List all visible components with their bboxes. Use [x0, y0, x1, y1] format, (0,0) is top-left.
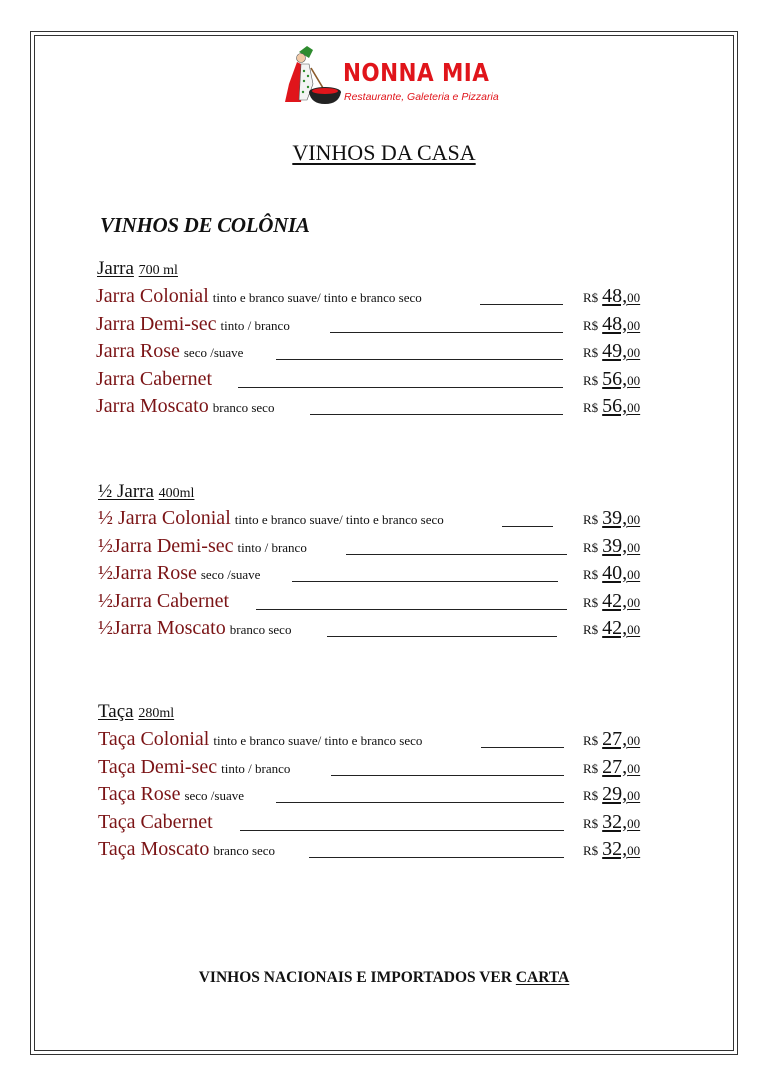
price-currency: R$ — [583, 594, 599, 610]
leader-line — [481, 747, 564, 748]
item-name: ½Jarra Moscato — [98, 617, 226, 639]
price-integer: 40, — [602, 562, 628, 584]
menu-item-row — [0, 589, 768, 615]
section-heading-size: 280ml — [138, 706, 175, 721]
item-price — [583, 590, 640, 613]
price-cents: 00 — [627, 345, 641, 360]
item-name: Jarra Demi-sec — [96, 312, 217, 335]
price-integer: 56, — [602, 367, 628, 390]
footer-text: VINHOS NACIONAIS E IMPORTADOS VER — [198, 969, 512, 986]
menu-item-row — [0, 394, 768, 420]
price-integer: 39, — [602, 507, 628, 529]
item-price — [583, 395, 640, 418]
item-price — [583, 811, 640, 834]
item-description: tinto e branco suave/ tinto e branco seco — [212, 290, 422, 305]
price-cents: 00 — [627, 788, 641, 803]
price-integer: 42, — [602, 617, 628, 639]
section-subtitle: VINHOS DE COLÔNIA — [100, 213, 310, 237]
price-integer: 32, — [602, 810, 628, 833]
leader-line — [238, 387, 563, 388]
menu-item — [96, 313, 290, 336]
leader-line — [480, 304, 563, 305]
leader-line — [309, 857, 564, 858]
menu-item — [98, 838, 275, 861]
item-description: tinto e branco suave/ tinto e branco seco — [213, 733, 423, 748]
item-name: Taça Colonial — [98, 728, 210, 750]
item-description: seco /suave — [184, 788, 245, 803]
price-cents: 00 — [627, 512, 641, 527]
menu-item-row — [0, 312, 768, 338]
price-currency: R$ — [583, 622, 599, 637]
leader-line — [240, 830, 564, 831]
item-price — [583, 617, 640, 640]
menu-item-row — [0, 534, 768, 560]
item-price — [583, 368, 640, 391]
leader-line — [256, 609, 567, 610]
item-description: seco /suave — [200, 567, 261, 582]
menu-item — [98, 507, 444, 530]
price-cents: 00 — [627, 815, 641, 831]
price-integer: 56, — [602, 395, 628, 417]
item-name: Jarra Moscato — [96, 395, 209, 417]
menu-item-row — [0, 810, 768, 836]
carta-link[interactable]: CARTA — [515, 969, 570, 986]
section-heading-name: ½ Jarra — [98, 481, 154, 502]
section-heading — [98, 701, 174, 723]
price-cents: 00 — [627, 567, 641, 582]
price-currency: R$ — [583, 843, 599, 858]
logo-subtitle: Restaurante, Galeteria e Pizzaria — [344, 91, 499, 103]
price-currency: R$ — [583, 539, 599, 555]
item-name: ½Jarra Demi-sec — [98, 534, 234, 557]
item-name: Taça Rose — [98, 783, 181, 805]
price-currency: R$ — [583, 788, 599, 803]
page-title: VINHOS DA CASA — [292, 140, 476, 165]
item-price — [583, 507, 640, 530]
menu-item — [98, 756, 290, 779]
price-integer: 39, — [602, 534, 628, 557]
price-integer: 49, — [602, 340, 628, 362]
item-name: Jarra Rose — [96, 340, 180, 362]
menu-item-row — [0, 561, 768, 587]
price-currency: R$ — [583, 345, 599, 360]
restaurant-logo — [283, 44, 503, 108]
menu-item — [98, 728, 422, 751]
price-cents: 00 — [627, 760, 641, 776]
leader-line — [346, 554, 567, 555]
menu-item-row — [0, 837, 768, 863]
item-name: ½ Jarra Colonial — [98, 507, 231, 529]
item-name: ½Jarra Cabernet — [98, 589, 230, 612]
chef-cauldron-icon — [283, 44, 345, 108]
price-cents: 00 — [627, 594, 641, 610]
section-heading — [97, 258, 178, 280]
menu-item — [98, 535, 307, 558]
price-currency: R$ — [583, 317, 599, 333]
price-cents: 00 — [627, 539, 641, 555]
leader-line — [292, 581, 558, 582]
item-name: Jarra Colonial — [96, 285, 209, 307]
item-price — [583, 838, 640, 861]
price-cents: 00 — [627, 290, 641, 305]
price-currency: R$ — [583, 372, 599, 388]
menu-item — [96, 395, 274, 418]
price-cents: 00 — [627, 843, 641, 858]
menu-item — [96, 340, 243, 363]
item-description: tinto / branco — [220, 317, 290, 333]
menu-item — [96, 368, 212, 391]
item-description: branco seco — [213, 843, 276, 858]
menu-item-row — [0, 506, 768, 532]
price-integer: 29, — [602, 783, 628, 805]
item-name: ½Jarra Rose — [98, 562, 197, 584]
menu-item-row — [0, 755, 768, 781]
menu-item-row — [0, 339, 768, 365]
price-currency: R$ — [583, 290, 599, 305]
item-description: branco seco — [212, 400, 275, 415]
price-integer: 48, — [602, 285, 628, 307]
leader-line — [310, 414, 563, 415]
leader-line — [331, 775, 564, 776]
menu-item-row — [0, 367, 768, 393]
item-price — [583, 562, 640, 585]
menu-item — [96, 285, 422, 308]
item-description: branco seco — [229, 622, 292, 637]
price-currency: R$ — [583, 733, 599, 748]
item-name: Taça Demi-sec — [98, 755, 218, 778]
price-currency: R$ — [583, 815, 599, 831]
leader-line — [330, 332, 563, 333]
section-heading-size: 400ml — [158, 486, 195, 501]
menu-item — [98, 562, 260, 585]
item-price — [583, 728, 640, 751]
price-integer: 32, — [602, 838, 628, 860]
menu-item — [98, 617, 291, 640]
price-cents: 00 — [627, 400, 641, 415]
menu-item — [98, 590, 229, 613]
price-currency: R$ — [583, 400, 599, 415]
price-cents: 00 — [627, 733, 641, 748]
item-description: seco /suave — [183, 345, 244, 360]
item-description: tinto / branco — [237, 539, 307, 555]
item-name: Jarra Cabernet — [96, 367, 213, 390]
section-heading-name: Jarra — [97, 258, 134, 279]
menu-item-row — [0, 616, 768, 642]
item-price — [583, 285, 640, 308]
footer-note — [0, 969, 768, 987]
item-price — [583, 783, 640, 806]
price-integer: 27, — [602, 755, 628, 778]
section-heading-name: Taça — [98, 701, 134, 722]
price-currency: R$ — [583, 760, 599, 776]
price-integer: 42, — [602, 589, 628, 612]
price-cents: 00 — [627, 317, 641, 333]
item-name: Taça Cabernet — [98, 810, 213, 833]
leader-line — [276, 359, 563, 360]
section-heading — [98, 481, 194, 503]
item-price — [583, 535, 640, 558]
item-description: tinto / branco — [221, 760, 291, 776]
price-currency: R$ — [583, 567, 599, 582]
menu-item — [98, 811, 213, 834]
menu-item-row — [0, 284, 768, 310]
logo-name: NONNA MIA — [343, 58, 490, 87]
price-integer: 27, — [602, 728, 628, 750]
price-cents: 00 — [627, 372, 641, 388]
item-description: tinto e branco suave/ tinto e branco seco — [234, 512, 444, 527]
leader-line — [276, 802, 564, 803]
price-cents: 00 — [627, 622, 641, 637]
menu-item — [98, 783, 244, 806]
leader-line — [327, 636, 557, 637]
price-integer: 48, — [602, 312, 628, 335]
price-currency: R$ — [583, 512, 599, 527]
menu-item-row — [0, 782, 768, 808]
item-price — [583, 313, 640, 336]
item-price — [583, 340, 640, 363]
section-heading-size: 700 ml — [138, 263, 178, 278]
item-name: Taça Moscato — [98, 838, 210, 860]
leader-line — [502, 526, 553, 527]
item-price — [583, 756, 640, 779]
menu-item-row — [0, 727, 768, 753]
